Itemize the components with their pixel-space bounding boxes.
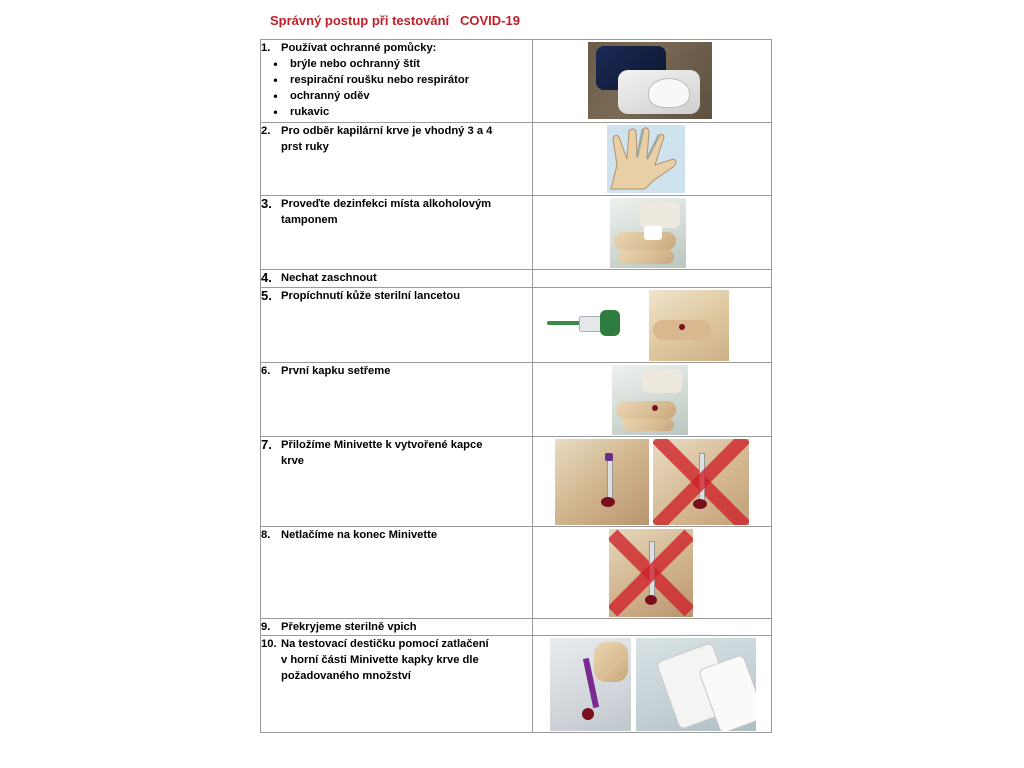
list-item: • respirační roušku nebo respirátor [261,72,532,88]
step-text [261,288,533,363]
step-text [261,636,533,733]
step-image-cell [533,196,772,270]
step-label: Přiložíme Minivette k vytvořené kapce krve [281,439,483,467]
step-image-cell [533,527,772,619]
step-image-cell [533,40,772,123]
bullet-icon: • [273,73,278,87]
step-label: Proveďte dezinfekci místa alkoholovým tamponem [281,198,492,226]
test-cassette-photo [636,638,756,731]
step-number: 9. [261,621,271,633]
table-row [261,288,772,363]
step-label: Překryjeme sterilně vpich [281,621,417,633]
step-number: 4. [261,270,272,285]
step-image-cell [533,288,772,363]
finger-prick-photo [649,290,729,361]
table-row [261,40,772,123]
step-text [261,527,533,619]
bullet-icon: • [273,57,278,71]
disinfection-photo [610,198,686,268]
step-number: 6. [261,365,271,377]
step-image-cell [533,123,772,196]
minivette-correct-photo [555,439,649,525]
table-row [261,636,772,733]
step-image-cell [533,636,772,733]
bullet-icon: • [273,89,278,103]
step-number: 10. [261,638,277,650]
step-text [261,363,533,437]
step-label: Používat ochranné pomůcky: [281,42,437,54]
hand-fingers-photo [607,125,685,193]
step-label: První kapku setřeme [281,365,391,377]
table-row [261,196,772,270]
list-item: • ochranný oděv [261,88,532,104]
step-image-cell [533,437,772,527]
step-text [261,123,533,196]
do-not-press-photo [609,529,693,617]
step-number: 1. [261,42,271,54]
step-image-cell [533,270,772,288]
table-row [261,270,772,288]
step-label: Nechat zaschnout [281,272,377,284]
apply-blood-photo [550,638,631,731]
table-row [261,527,772,619]
list-item: • rukavic [261,104,532,120]
minivette-wrong-photo [653,439,749,525]
step-text [261,196,533,270]
table-row [261,437,772,527]
table-row [261,123,772,196]
list-item: • brýle nebo ochranný štít [261,56,532,72]
bullet-icon: • [273,105,278,119]
step-label: Propíchnutí kůže sterilní lancetou [281,290,461,302]
step-number: 5. [261,288,272,303]
step-label: Netlačíme na konec Minivette [281,529,438,541]
step-text [261,619,533,636]
hand-icon [607,125,685,193]
step-number: 7. [261,437,272,452]
step-text [261,270,533,288]
wipe-first-drop-photo [612,365,688,435]
step-number: 8. [261,529,271,541]
protective-gear-list [261,56,532,120]
step-text [261,437,533,527]
step-number: 3. [261,196,272,211]
step-text [261,40,533,123]
step-number: 2. [261,125,271,137]
step-label: Na testovací destičku pomocí zatlačení v horní části Minivette kapky krve dle požadovaného množství [281,638,489,682]
protective-equipment-photo [588,42,712,119]
step-image-cell [533,363,772,437]
steps-table [260,39,772,733]
lancet-photo [545,306,625,342]
document-title: Správný postup při testování COVID-19 [270,13,520,28]
table-row [261,619,772,636]
step-label: Pro odběr kapilární krve je vhodný 3 a 4 prst ruky [281,125,493,153]
table-row [261,363,772,437]
step-image-cell [533,619,772,636]
